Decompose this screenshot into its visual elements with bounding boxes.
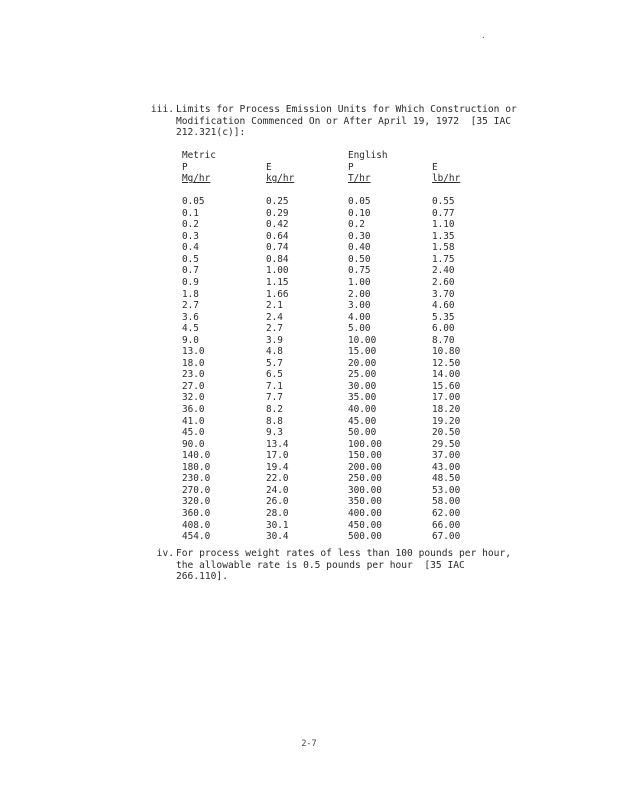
table-row [182, 242, 492, 254]
table-cell: 4.60 [432, 300, 455, 312]
table-cell: 7.7 [266, 392, 283, 404]
table-row [182, 358, 492, 370]
table-row [182, 265, 492, 277]
page-number: 2-7 [301, 739, 317, 749]
table-cell: 350.00 [348, 496, 382, 508]
table-cell: 17.0 [266, 450, 289, 462]
item-iii-line: 212.321(c)]: [176, 127, 246, 139]
table-row [182, 508, 492, 520]
table-row [182, 485, 492, 497]
table-cell: 140.0 [182, 450, 211, 462]
table-row [182, 231, 492, 243]
table-cell: 0.30 [348, 230, 371, 242]
table-cell: 19.4 [266, 461, 289, 473]
item-iv-label: iv. [156, 548, 174, 559]
table-cell: 45.00 [348, 415, 377, 427]
table-cell: 408.0 [182, 519, 211, 531]
table-cell: 0.50 [348, 253, 371, 265]
table-cell: 0.29 [266, 207, 289, 219]
table-row [182, 335, 492, 347]
table-cell: 66.00 [432, 519, 461, 531]
table-row [182, 531, 492, 543]
group-header-row [182, 150, 492, 162]
table-cell: 50.00 [348, 427, 377, 439]
table-row [182, 346, 492, 358]
table-cell: 5.7 [266, 357, 283, 369]
item-iii-line: Limits for Process Emission Units for Which Construction or [176, 104, 517, 115]
table-body [182, 196, 492, 542]
table-cell: 0.84 [266, 253, 289, 265]
table-row [182, 300, 492, 312]
table-cell: 2.7 [266, 323, 283, 335]
table-cell: 22.0 [266, 473, 289, 485]
table-row [182, 312, 492, 324]
table-cell: 4.00 [348, 311, 371, 323]
table-cell: 270.0 [182, 484, 211, 496]
table-cell: 100.00 [348, 438, 382, 450]
table-cell: 35.00 [348, 392, 377, 404]
emission-limits-table [182, 150, 492, 543]
table-row [182, 462, 492, 474]
table-cell: 0.5 [182, 253, 199, 265]
table-cell: 3.70 [432, 288, 455, 300]
corner-mark: . [481, 31, 486, 40]
table-cell: 2.60 [432, 277, 455, 289]
table-cell: 4.5 [182, 323, 199, 335]
table-cell: 4.8 [266, 346, 283, 358]
table-cell: 2.7 [182, 300, 199, 312]
header-symbol-p-metric: P [182, 161, 188, 173]
table-cell: 18.0 [182, 357, 205, 369]
table-cell: 0.2 [348, 219, 365, 231]
header-metric: Metric [182, 150, 216, 161]
item-iv-line: the allowable rate is 0.5 pounds per hour [35 IAC [176, 559, 465, 571]
table-row [182, 369, 492, 381]
table-cell: 24.0 [266, 484, 289, 496]
table-cell: 3.6 [182, 311, 199, 323]
table-cell: 320.0 [182, 496, 211, 508]
table-cell: 53.00 [432, 484, 461, 496]
item-iv-line: For process weight rates of less than 100 pounds per hour, [176, 548, 512, 559]
table-cell: 230.0 [182, 473, 211, 485]
table-cell: 41.0 [182, 415, 205, 427]
table-cell: 1.00 [266, 265, 289, 277]
table-cell: 2.40 [432, 265, 455, 277]
table-cell: 10.80 [432, 346, 461, 358]
table-cell: 40.00 [348, 404, 377, 416]
table-cell: 0.1 [182, 207, 199, 219]
table-cell: 32.0 [182, 392, 205, 404]
header-symbol-p-english: P [348, 161, 354, 173]
header-symbol-e-english: E [432, 161, 438, 173]
table-cell: 45.0 [182, 427, 205, 439]
table-cell: 0.55 [432, 196, 455, 208]
header-spacer [182, 185, 492, 197]
item-iii-line: Modification Commenced On or After April 19, 1972 [35 IAC [176, 115, 512, 127]
table-row [182, 520, 492, 532]
table-cell: 19.20 [432, 415, 461, 427]
table-cell: 13.4 [266, 438, 289, 450]
table-cell: 1.15 [266, 277, 289, 289]
table-cell: 1.10 [432, 219, 455, 231]
table-cell: 1.66 [266, 288, 289, 300]
table-row [182, 392, 492, 404]
table-cell: 2.4 [266, 311, 283, 323]
table-cell: 300.00 [348, 484, 382, 496]
table-row [182, 219, 492, 231]
table-cell: 200.00 [348, 461, 382, 473]
table-cell: 27.0 [182, 380, 205, 392]
table-cell: 1.35 [432, 230, 455, 242]
item-iii-label: iii. [150, 104, 174, 115]
table-cell: 0.10 [348, 207, 371, 219]
table-cell: 8.2 [266, 404, 283, 416]
table-cell: 1.75 [432, 253, 455, 265]
table-cell: 8.70 [432, 334, 455, 346]
item-iv-text [176, 548, 576, 583]
table-cell: 180.0 [182, 461, 211, 473]
table-cell: 0.4 [182, 242, 199, 254]
table-cell: 15.00 [348, 346, 377, 358]
table-cell: 67.00 [432, 531, 461, 543]
table-cell: 0.42 [266, 219, 289, 231]
header-unit-kg-hr: kg/hr [266, 173, 295, 185]
table-row [182, 254, 492, 266]
table-cell: 150.00 [348, 450, 382, 462]
table-cell: 37.00 [432, 450, 461, 462]
table-cell: 13.0 [182, 346, 205, 358]
table-cell: 25.00 [348, 369, 377, 381]
table-cell: 500.00 [348, 531, 382, 543]
table-cell: 454.0 [182, 531, 211, 543]
table-row [182, 439, 492, 451]
table-row [182, 277, 492, 289]
table-cell: 450.00 [348, 519, 382, 531]
table-cell: 0.2 [182, 219, 199, 231]
table-cell: 62.00 [432, 507, 461, 519]
table-cell: 0.3 [182, 230, 199, 242]
table-cell: 20.00 [348, 357, 377, 369]
table-cell: 30.00 [348, 380, 377, 392]
table-row [182, 496, 492, 508]
table-cell: 90.0 [182, 438, 205, 450]
table-cell: 36.0 [182, 404, 205, 416]
table-cell: 3.00 [348, 300, 371, 312]
table-cell: 250.00 [348, 473, 382, 485]
header-unit-mg-hr: Mg/hr [182, 173, 211, 185]
table-cell: 7.1 [266, 380, 283, 392]
table-cell: 30.4 [266, 531, 289, 543]
table-cell: 18.20 [432, 404, 461, 416]
table-cell: 26.0 [266, 496, 289, 508]
header-symbol-e-metric: E [266, 161, 272, 173]
table-cell: 17.00 [432, 392, 461, 404]
table-row [182, 427, 492, 439]
table-cell: 0.64 [266, 230, 289, 242]
table-row [182, 289, 492, 301]
table-row [182, 404, 492, 416]
table-cell: 1.8 [182, 288, 199, 300]
header-blank [266, 150, 348, 162]
table-cell: 58.00 [432, 496, 461, 508]
table-row [182, 323, 492, 335]
table-cell: 1.00 [348, 277, 371, 289]
table-cell: 0.77 [432, 207, 455, 219]
table-cell: 9.3 [266, 427, 283, 439]
item-iv-line: 266.110]. [176, 571, 228, 583]
header-english: English [348, 150, 388, 161]
table-cell: 29.50 [432, 438, 461, 450]
table-cell: 400.00 [348, 507, 382, 519]
table-cell: 0.9 [182, 277, 199, 289]
header-blank [432, 150, 492, 162]
table-cell: 8.8 [266, 415, 283, 427]
table-cell: 48.50 [432, 473, 461, 485]
table-cell: 15.60 [432, 380, 461, 392]
table-cell: 20.50 [432, 427, 461, 439]
item-iii-text [176, 104, 576, 139]
table-cell: 0.74 [266, 242, 289, 254]
table-cell: 14.00 [432, 369, 461, 381]
table-cell: 9.0 [182, 334, 199, 346]
table-row [182, 473, 492, 485]
table-cell: 5.35 [432, 311, 455, 323]
symbol-header-row [182, 162, 492, 174]
table-cell: 3.9 [266, 334, 283, 346]
table-cell: 30.1 [266, 519, 289, 531]
table-cell: 6.00 [432, 323, 455, 335]
table-cell: 0.05 [348, 196, 371, 208]
table-cell: 2.1 [266, 300, 283, 312]
table-cell: 1.58 [432, 242, 455, 254]
table-cell: 12.50 [432, 357, 461, 369]
table-cell: 43.00 [432, 461, 461, 473]
table-cell: 360.0 [182, 507, 211, 519]
table-row [182, 208, 492, 220]
table-cell: 0.75 [348, 265, 371, 277]
table-cell: 0.40 [348, 242, 371, 254]
table-cell: 2.00 [348, 288, 371, 300]
table-cell: 0.25 [266, 196, 289, 208]
table-row [182, 381, 492, 393]
table-row [182, 196, 492, 208]
table-row [182, 450, 492, 462]
header-unit-t-hr: T/hr [348, 173, 371, 185]
table-cell: 10.00 [348, 334, 377, 346]
table-cell: 5.00 [348, 323, 371, 335]
table-row [182, 416, 492, 428]
table-cell: 0.7 [182, 265, 199, 277]
header-unit-lb-hr: lb/hr [432, 173, 461, 185]
unit-header-row [182, 173, 492, 185]
table-cell: 23.0 [182, 369, 205, 381]
table-cell: 0.05 [182, 196, 205, 208]
table-cell: 28.0 [266, 507, 289, 519]
table-cell: 6.5 [266, 369, 283, 381]
